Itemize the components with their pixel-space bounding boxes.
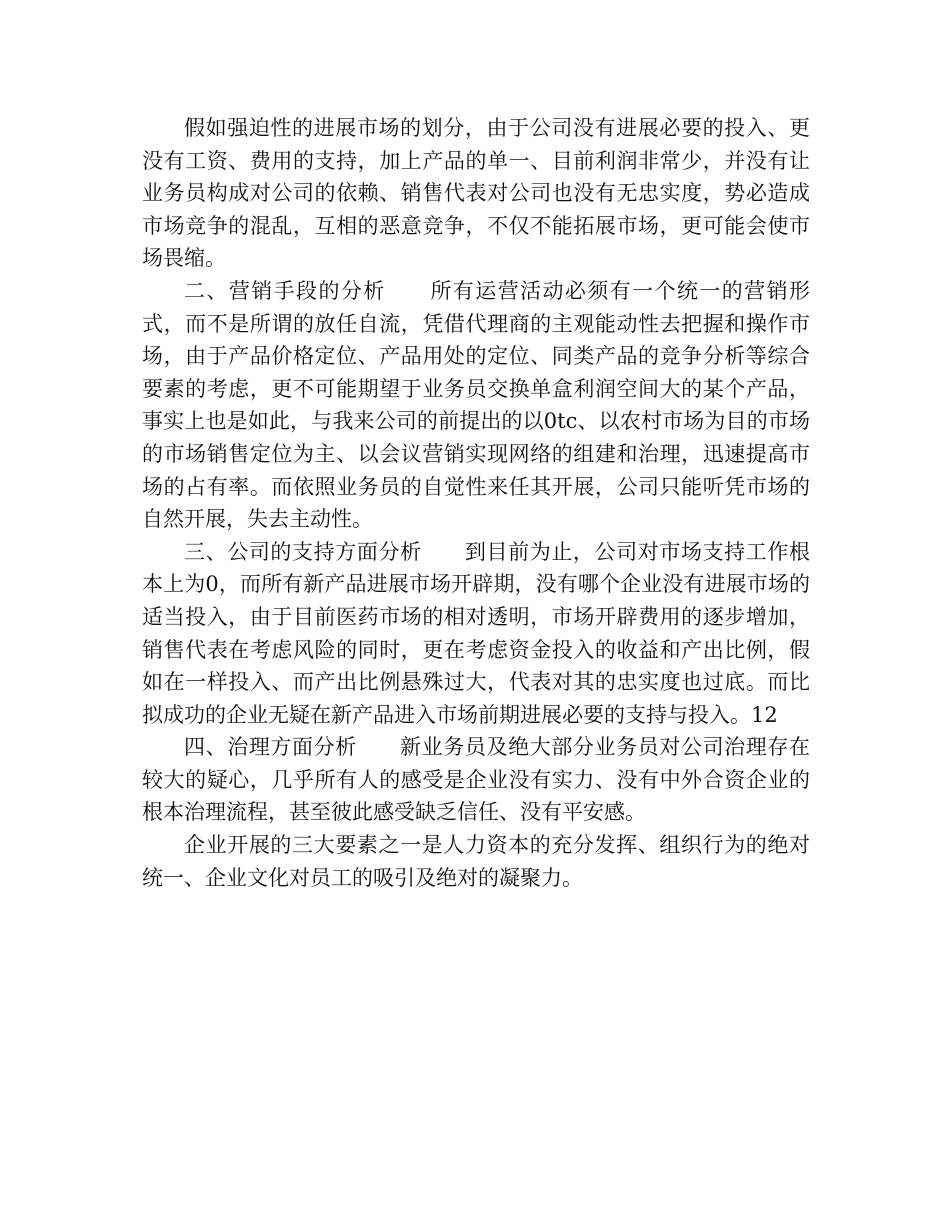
paragraph-management-analysis: 四、治理方面分析 新业务员及绝大部分业务员对公司治理存在较大的疑心，几乎所有人的感受是企业没有实力、没有中外合资企业的根本治理流程，甚至彼此感受缺乏信任、没有平安感。 [142,735,810,825]
paragraph-enterprise-elements: 企业开展的三大要素之一是人力资本的充分发挥、组织行为的绝对统一、企业文化对员工的吸引及绝对的凝聚力。 [142,833,810,890]
document-body [142,112,810,894]
paragraph-marketing-analysis: 二、营销手段的分析 所有运营活动必须有一个统一的营销形式，而不是所谓的放任自流，凭借代理商的主观能动性去把握和操作市场，由于产品价格定位、产品用处的定位、同类产品的竞争分析等综合要素的考虑，更不可能期望于业务员交换单盒利润空间大的某个产品，事实上也是如此，与我来公司的前提出的以0tc、以农村市场为目的市场的市场销售定位为主、以会议营销实现网络的组建和治理，迅速提高市场的占有率。而依照业务员的自觉性来任其开展，公司只能听凭市场的自然开展，失去主动性。 [142,278,810,532]
paragraph-company-support-analysis: 三、公司的支持方面分析 到目前为止，公司对市场支持工作根本上为0，而所有新产品进展市场开辟期，没有哪个企业没有进展市场的适当投入，由于目前医药市场的相对透明，市场开辟费用的逐步增加，销售代表在考虑风险的同时，更在考虑资金投入的收益和产出比例，假如在一样投入、而产出比例悬殊过大，代表对其的忠实度也过底。而比拟成功的企业无疑在新产品进入市场前期进展必要的支持与投入。12 [142,539,810,727]
paragraph-market-division: 假如强迫性的进展市场的划分，由于公司没有进展必要的投入、更没有工资、费用的支持，加上产品的单一、目前利润非常少，并没有让业务员构成对公司的依赖、销售代表对公司也没有无忠实度，势必造成市场竞争的混乱，互相的恶意竞争，不仅不能拓展市场，更可能会使市场畏缩。 [142,116,810,271]
